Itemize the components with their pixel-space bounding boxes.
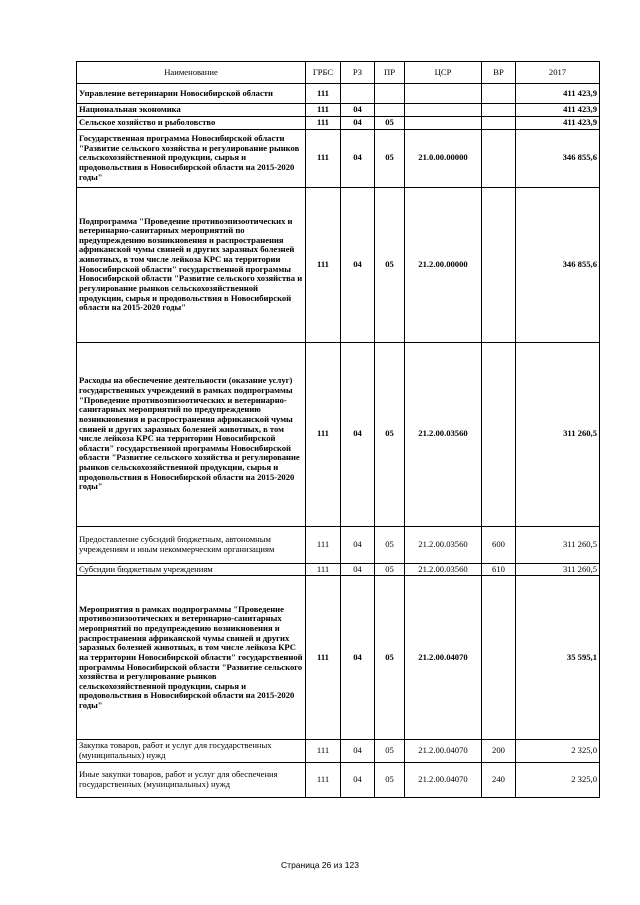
cell-grbs: 111 <box>306 762 341 797</box>
cell-pr <box>375 84 405 104</box>
cell-csr: 21.2.00.03560 <box>405 563 482 576</box>
cell-grbs: 111 <box>306 117 341 130</box>
cell-csr: 21.0.00.00000 <box>405 129 482 187</box>
budget-table <box>76 61 600 798</box>
cell-pr: 05 <box>375 762 405 797</box>
cell-csr <box>405 117 482 130</box>
cell-pr <box>375 104 405 117</box>
cell-vr <box>482 84 516 104</box>
cell-grbs: 111 <box>306 342 341 526</box>
table-row <box>77 740 600 762</box>
cell-sum: 346 855,6 <box>516 187 600 342</box>
cell-csr: 21.2.00.03560 <box>405 342 482 526</box>
cell-pr: 05 <box>375 187 405 342</box>
cell-name: Подпрограмма "Проведение противоэпизоотических и ветеринарно-санитарных мероприятий по предупреждению возникновения и распространения африканской чумы свиней и других заразных болезней животных, в том числе лейкоза КРС на территории Новосибирской области" государственной программы Новосибирской области "Развитие сельского хозяйства и регулирование рынков сельскохозяйственной продукции, сырья и продовольствия в Новосибирской области на 2015-2020 годы" <box>77 187 306 342</box>
cell-name: Мероприятия в рамках подпрограммы "Проведение противоэпизоотических и ветеринарно-санитарных мероприятий по предупреждению возникновения и распространения африканской чумы свиней и других заразных болезней животных, в том числе лейкоза КРС на территории Новосибирской области" государственной программы Новосибирской области "Развитие сельского хозяйства и регулирование рынков сельскохозяйственной продукции, сырья и продовольствия в Новосибирской области на 2015-2020 годы" <box>77 576 306 740</box>
cell-sum: 35 595,1 <box>516 576 600 740</box>
cell-rz: 04 <box>341 104 375 117</box>
cell-rz: 04 <box>341 762 375 797</box>
cell-pr: 05 <box>375 526 405 563</box>
header-rz: РЗ <box>341 62 375 84</box>
cell-vr: 240 <box>482 762 516 797</box>
cell-grbs: 111 <box>306 84 341 104</box>
cell-csr <box>405 104 482 117</box>
cell-csr: 21.2.00.04070 <box>405 740 482 762</box>
cell-csr <box>405 84 482 104</box>
table-row <box>77 84 600 104</box>
cell-name: Предоставление субсидий бюджетным, автономным учреждениям и иным некоммерческим организациям <box>77 526 306 563</box>
page-number: Страница 26 из 123 <box>281 860 359 870</box>
cell-csr: 21.2.00.03560 <box>405 526 482 563</box>
table-row <box>77 563 600 576</box>
cell-csr: 21.2.00.04070 <box>405 762 482 797</box>
cell-sum: 411 423,9 <box>516 104 600 117</box>
cell-name: Национальная экономика <box>77 104 306 117</box>
cell-sum: 2 325,0 <box>516 740 600 762</box>
cell-name: Субсидии бюджетным учреждениям <box>77 563 306 576</box>
header-vr: ВР <box>482 62 516 84</box>
cell-sum: 411 423,9 <box>516 84 600 104</box>
cell-rz: 04 <box>341 129 375 187</box>
header-year: 2017 <box>516 62 600 84</box>
cell-rz: 04 <box>341 576 375 740</box>
cell-vr <box>482 117 516 130</box>
cell-rz: 04 <box>341 563 375 576</box>
header-name: Наименование <box>77 62 306 84</box>
table-body <box>77 84 600 798</box>
cell-name: Государственная программа Новосибирской области "Развитие сельского хозяйства и регулирование рынков сельскохозяйственной продукции, сырья и продовольствия в Новосибирской области на 2015-2020 годы" <box>77 129 306 187</box>
cell-vr <box>482 342 516 526</box>
cell-vr <box>482 576 516 740</box>
cell-vr <box>482 129 516 187</box>
cell-sum: 346 855,6 <box>516 129 600 187</box>
cell-vr: 600 <box>482 526 516 563</box>
table-row <box>77 526 600 563</box>
cell-vr <box>482 104 516 117</box>
cell-sum: 2 325,0 <box>516 762 600 797</box>
header-csr: ЦСР <box>405 62 482 84</box>
cell-name: Управление ветеринарии Новосибирской области <box>77 84 306 104</box>
table-row <box>77 342 600 526</box>
cell-sum: 311 260,5 <box>516 526 600 563</box>
table-row <box>77 129 600 187</box>
cell-name: Иные закупки товаров, работ и услуг для обеспечения государственных (муниципальных) нужд <box>77 762 306 797</box>
cell-pr: 05 <box>375 117 405 130</box>
cell-name: Сельское хозяйство и рыболовство <box>77 117 306 130</box>
cell-sum: 311 260,5 <box>516 342 600 526</box>
cell-vr: 610 <box>482 563 516 576</box>
cell-grbs: 111 <box>306 187 341 342</box>
cell-grbs: 111 <box>306 129 341 187</box>
cell-grbs: 111 <box>306 740 341 762</box>
cell-pr: 05 <box>375 563 405 576</box>
cell-sum: 411 423,9 <box>516 117 600 130</box>
cell-name: Закупка товаров, работ и услуг для государственных (муниципальных) нужд <box>77 740 306 762</box>
table-row <box>77 117 600 130</box>
cell-vr <box>482 187 516 342</box>
cell-grbs: 111 <box>306 104 341 117</box>
table-row <box>77 762 600 797</box>
header-pr: ПР <box>375 62 405 84</box>
cell-pr: 05 <box>375 342 405 526</box>
cell-grbs: 111 <box>306 563 341 576</box>
cell-rz: 04 <box>341 187 375 342</box>
cell-csr: 21.2.00.04070 <box>405 576 482 740</box>
cell-name: Расходы на обеспечение деятельности (оказание услуг) государственных учреждений в рамках подпрограммы "Проведение противоэпизоотических и ветеринарно-санитарных мероприятий по предупреждению возникновения и распространения африканской чумы свиней и других заразных болезней животных, в том числе лейкоза КРС на территории Новосибирской области" государственной программы Новосибирской области "Развитие сельского хозяйства и регулирование рынков сельскохозяйственной продукции, сырья и продовольствия в Новосибирской области на 2015-2020 годы" <box>77 342 306 526</box>
table-row <box>77 576 600 740</box>
cell-rz <box>341 84 375 104</box>
cell-csr: 21.2.00.00000 <box>405 187 482 342</box>
cell-rz: 04 <box>341 342 375 526</box>
cell-sum: 311 260,5 <box>516 563 600 576</box>
cell-pr: 05 <box>375 576 405 740</box>
cell-rz: 04 <box>341 526 375 563</box>
table-row <box>77 104 600 117</box>
cell-pr: 05 <box>375 740 405 762</box>
header-grbs: ГРБС <box>306 62 341 84</box>
cell-pr: 05 <box>375 129 405 187</box>
cell-grbs: 111 <box>306 526 341 563</box>
cell-grbs: 111 <box>306 576 341 740</box>
table-header-row <box>77 62 600 84</box>
cell-rz: 04 <box>341 117 375 130</box>
table-row <box>77 187 600 342</box>
cell-vr: 200 <box>482 740 516 762</box>
cell-rz: 04 <box>341 740 375 762</box>
